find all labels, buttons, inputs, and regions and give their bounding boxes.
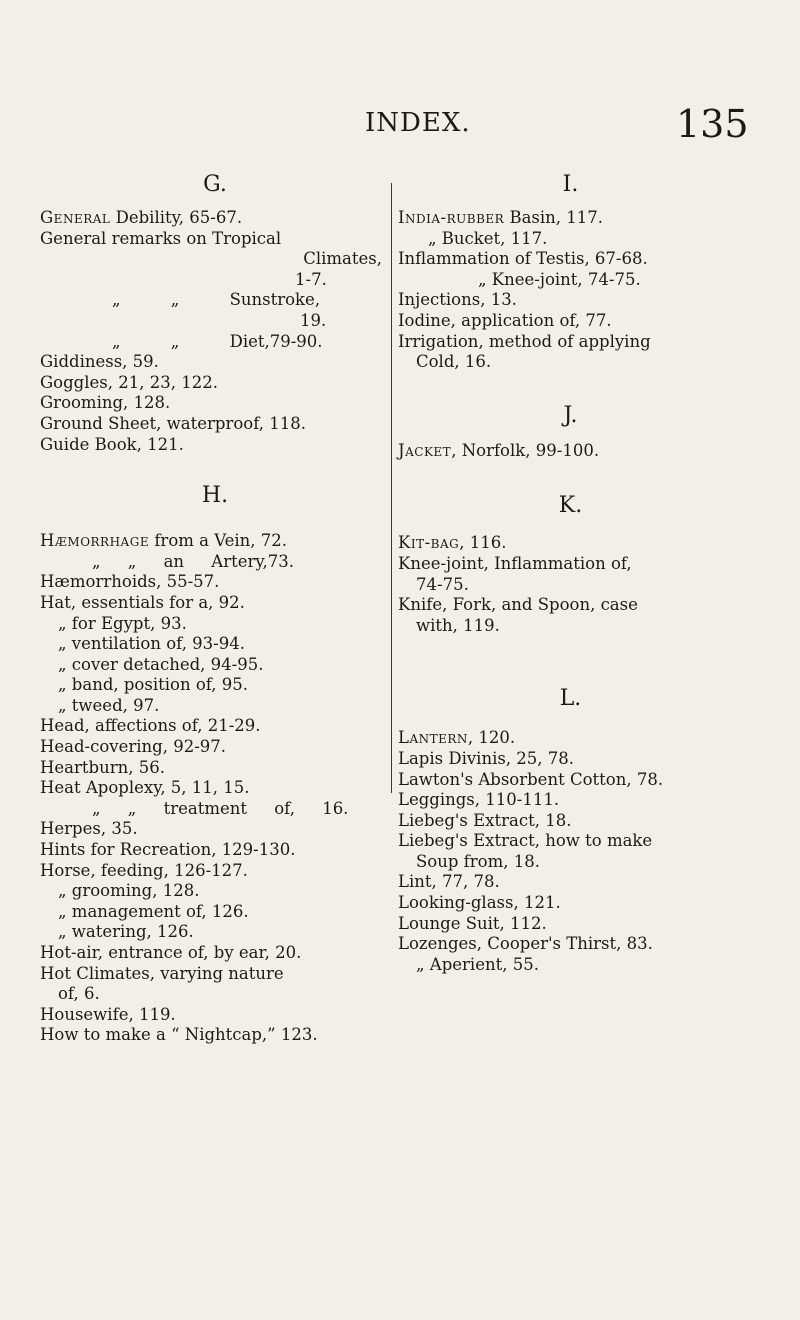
index-entry: Hints for Recreation, 129-130. bbox=[40, 840, 296, 860]
index-entry: Head, affections of, 21-29. bbox=[40, 716, 261, 736]
section-letter: I. bbox=[562, 172, 579, 197]
page-number: 135 bbox=[676, 102, 749, 146]
index-entry: Goggles, 21, 23, 122. bbox=[40, 372, 218, 392]
index-section-j bbox=[398, 401, 743, 462]
index-entry: Housewife, 119. bbox=[40, 1004, 176, 1024]
index-entry: „ grooming, 128. bbox=[58, 881, 200, 901]
index-entry: 19. bbox=[300, 310, 327, 330]
index-entry: Horse, feeding, 126-127. bbox=[40, 860, 248, 880]
index-entry: Irrigation, method of applying bbox=[398, 331, 651, 351]
index-entry: Hot Climates, varying nature bbox=[40, 963, 284, 983]
index-entry: Hot-air, entrance of, by ear, 20. bbox=[40, 943, 302, 962]
index-entry: „ „ Diet,79-90. bbox=[112, 331, 323, 351]
index-entry: Lozenges, Cooper's Thirst, 83. bbox=[398, 934, 653, 954]
section-letter: G. bbox=[203, 172, 227, 197]
index-entry: 74-75. bbox=[416, 574, 469, 594]
index-entry: Liebeg's Extract, how to make bbox=[398, 831, 653, 851]
index-entry: Head-covering, 92-97. bbox=[40, 737, 227, 757]
section-letter: J. bbox=[563, 402, 578, 428]
index-entry: 1-7. bbox=[295, 269, 327, 289]
index-entry: Kit-bag, 116. bbox=[398, 533, 507, 553]
index-entry: Guide Book, 121. bbox=[40, 434, 184, 454]
index-section-g bbox=[40, 170, 390, 455]
index-section-k bbox=[398, 491, 743, 636]
index-entry: „ tweed, 97. bbox=[58, 695, 160, 715]
index-entry: Inflammation of Testis, 67-68. bbox=[398, 249, 648, 269]
index-entry: „ watering, 126. bbox=[58, 922, 194, 942]
index-entry: „ management of, 126. bbox=[58, 901, 249, 921]
index-entry: Herpes, 35. bbox=[40, 819, 138, 839]
index-entry: Heat Apoplexy, 5, 11, 15. bbox=[40, 778, 250, 798]
section-letter: L. bbox=[559, 686, 582, 712]
section-letter: K. bbox=[558, 493, 583, 519]
index-entry: Lounge Suit, 112. bbox=[398, 913, 547, 933]
index-entry: Knife, Fork, and Spoon, case bbox=[398, 595, 638, 615]
index-entry: „ Bucket, 117. bbox=[428, 228, 548, 248]
page-title: INDEX. bbox=[365, 108, 471, 138]
index-entry: Ground Sheet, waterproof, 118. bbox=[40, 413, 306, 433]
index-entry: Injections, 13. bbox=[398, 290, 517, 310]
index-entry: Looking-glass, 121. bbox=[398, 893, 561, 913]
index-entry: „ Aperient, 55. bbox=[416, 954, 539, 974]
index-entry: India-rubber Basin, 117. bbox=[398, 208, 604, 227]
index-section-h bbox=[40, 481, 390, 1046]
index-column-right bbox=[398, 170, 743, 975]
index-entry: Cold, 16. bbox=[416, 352, 492, 372]
index-entry: Lawton's Absorbent Cotton, 78. bbox=[398, 769, 664, 789]
index-entry: „ Knee-joint, 74-75. bbox=[478, 269, 641, 289]
index-entry: Iodine, application of, 77. bbox=[398, 310, 612, 330]
column-divider bbox=[391, 183, 392, 793]
index-column-left bbox=[40, 170, 390, 1046]
index-entry: „ „ Sunstroke, bbox=[112, 290, 321, 310]
index-entry: of, 6. bbox=[58, 984, 100, 1004]
section-letter: H. bbox=[201, 483, 229, 509]
index-entry: „ band, position of, 95. bbox=[58, 675, 249, 695]
index-entry: „ cover detached, 94-95. bbox=[58, 654, 264, 674]
index-section-i bbox=[398, 170, 743, 373]
index-entry: Liebeg's Extract, 18. bbox=[398, 810, 572, 830]
index-entry: Knee-joint, Inflammation of, bbox=[398, 553, 632, 573]
index-entry: Heartburn, 56. bbox=[40, 757, 165, 777]
index-entry: Grooming, 128. bbox=[40, 393, 171, 413]
index-entry: „ „ an Artery,73. bbox=[92, 551, 294, 571]
index-entry: Leggings, 110-111. bbox=[398, 790, 560, 810]
index-entry: Giddiness, 59. bbox=[40, 352, 159, 372]
index-entry: Hæmorrhoids, 55-57. bbox=[40, 572, 220, 592]
index-section-l bbox=[398, 684, 743, 975]
index-entry: Lantern, 120. bbox=[398, 728, 516, 748]
running-head bbox=[0, 102, 800, 148]
index-entry: with, 119. bbox=[416, 615, 500, 635]
index-entry: „ „ treatment of, 16. bbox=[92, 798, 349, 818]
index-entry: Lint, 77, 78. bbox=[398, 872, 500, 892]
index-entry: Jacket, Norfolk, 99-100. bbox=[398, 440, 600, 460]
index-entry: Hæmorrhage from a Vein, 72. bbox=[40, 531, 288, 551]
index-entry: How to make a “ Nightcap,” 123. bbox=[40, 1025, 318, 1045]
index-entry: Hat, essentials for a, 92. bbox=[40, 592, 245, 612]
index-entry: Lapis Divinis, 25, 78. bbox=[398, 748, 575, 768]
index-entry: Climates, bbox=[303, 249, 382, 269]
index-entry: Soup from, 18. bbox=[416, 851, 540, 871]
index-entry: „ ventilation of, 93-94. bbox=[58, 634, 245, 654]
index-entry: „ for Egypt, 93. bbox=[58, 613, 187, 633]
index-entry: General remarks on Tropical bbox=[40, 228, 282, 248]
index-entry: General Debility, 65-67. bbox=[40, 208, 243, 227]
